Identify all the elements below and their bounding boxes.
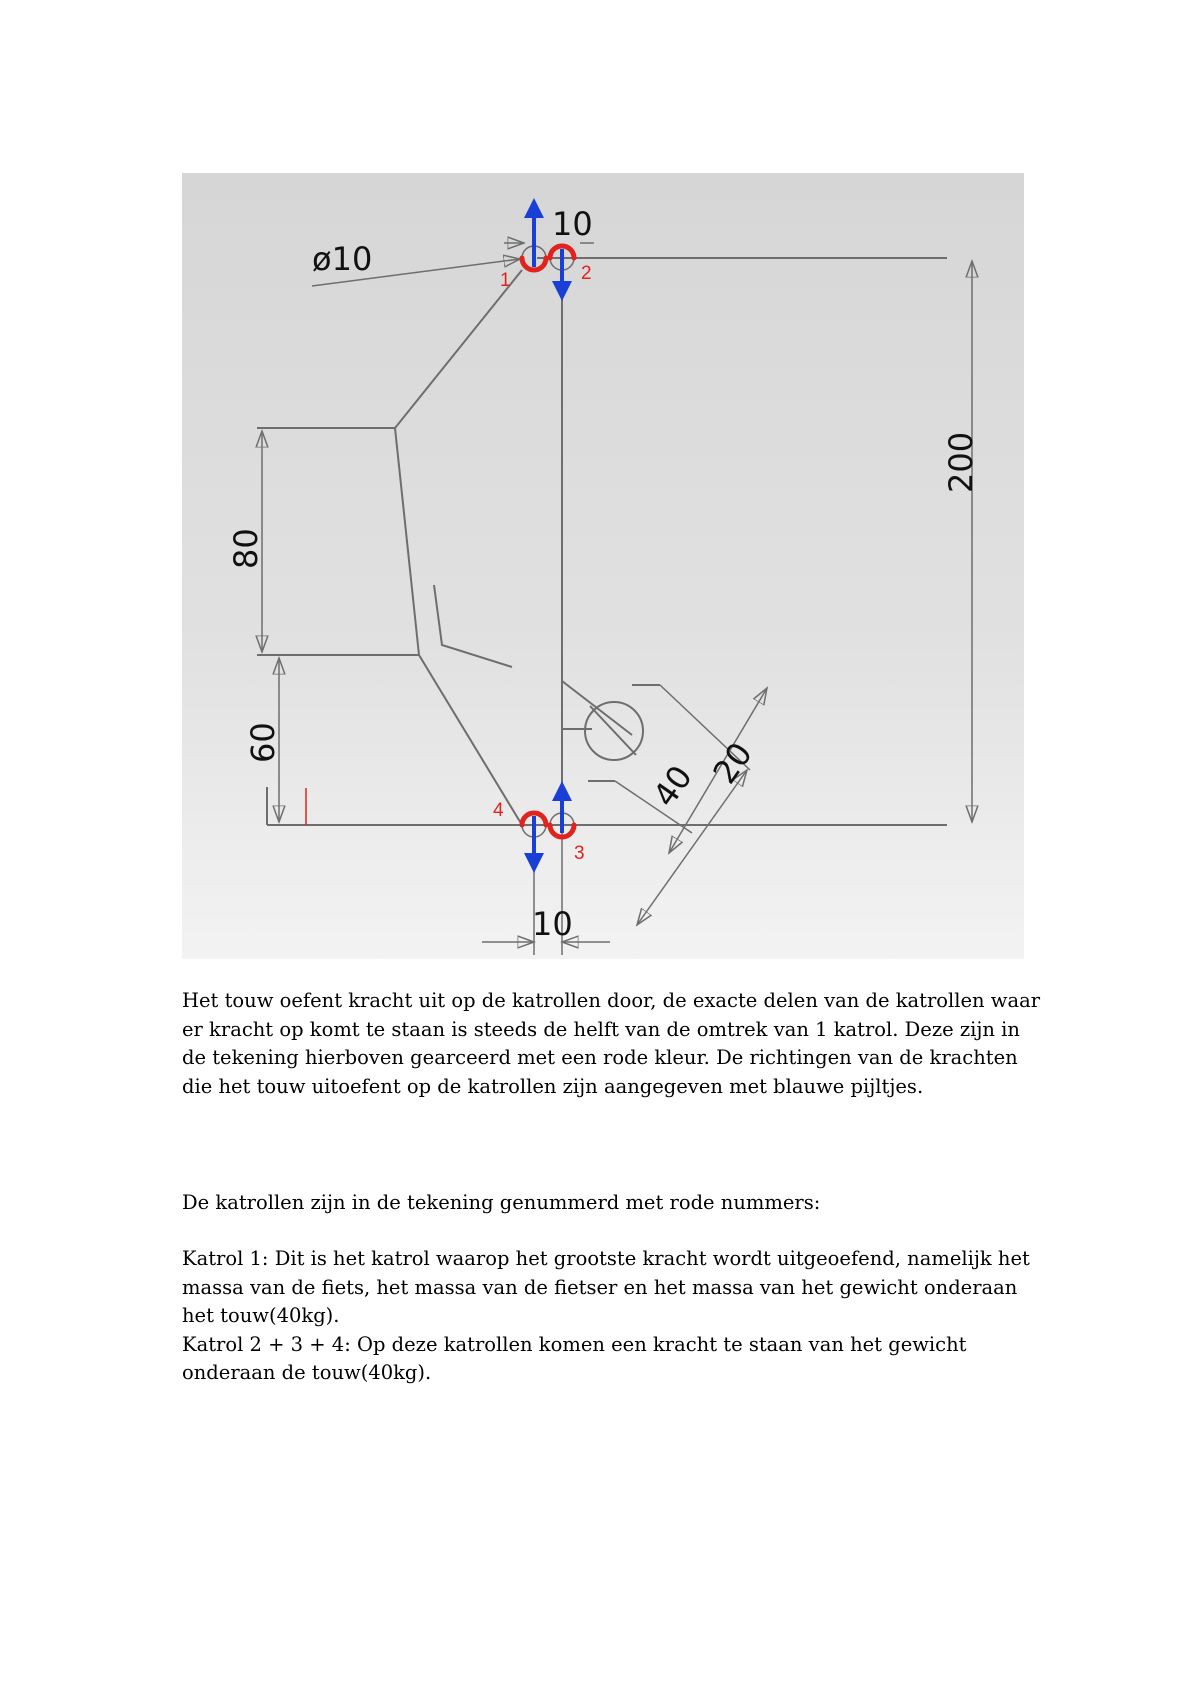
pulley-descriptions bbox=[182, 1245, 1042, 1388]
katrol-234-description: Katrol 2 + 3 + 4: Op deze katrollen komen een kracht te staan van het gewicht onderaan de touw(40kg). bbox=[182, 1332, 967, 1384]
dim-top-gap-label: 10 bbox=[552, 205, 593, 243]
force-arrows bbox=[534, 208, 562, 863]
dimension-lines bbox=[262, 243, 972, 955]
dim-80-label: 80 bbox=[227, 528, 265, 569]
pulleys bbox=[522, 246, 574, 837]
drawing-canvas bbox=[182, 173, 1024, 959]
dim-20-label: 20 bbox=[705, 735, 760, 791]
technical-drawing bbox=[182, 173, 1024, 959]
crank-diag bbox=[590, 706, 636, 755]
seat-handle bbox=[434, 585, 512, 667]
dim-40-label: 40 bbox=[645, 758, 700, 814]
explanation-paragraph bbox=[182, 987, 1042, 1101]
structure-lines bbox=[257, 258, 947, 825]
dim-60-label: 60 bbox=[244, 722, 282, 763]
paragraph-numbering: De katrollen zijn in de tekening genummerd met rode nummers: bbox=[182, 1191, 821, 1214]
katrol-1-description: Katrol 1: Dit is het katrol waarop het grootste kracht wordt uitgeoefend, namelijk het massa van de fiets, het massa van de fietser en het massa van het gewicht onderaan het touw(40kg). bbox=[182, 1247, 1030, 1327]
pulley-number-4: 4 bbox=[493, 800, 504, 821]
numbering-intro bbox=[182, 1189, 1042, 1218]
pulley-number-3: 3 bbox=[574, 843, 585, 864]
dim-200-label: 200 bbox=[942, 431, 980, 493]
frame-outline bbox=[395, 270, 522, 825]
paragraph-forces: Het touw oefent kracht uit op de katrollen door, de exacte delen van de katrollen waar er kracht op komt te staan is steeds de helft van de omtrek van 1 katrol. Deze zijn in de tekening hierboven gearceerd met een rode kleur. De richtingen van de krachten die het touw uitoefent op de katrollen zijn aangegeven met blauwe pijltjes. bbox=[182, 989, 1041, 1098]
pulley-number-1: 1 bbox=[500, 270, 511, 291]
dim-diameter-label: ø10 bbox=[312, 240, 373, 278]
dim-bottom-gap-label: 10 bbox=[532, 905, 573, 943]
contact-arcs bbox=[522, 246, 574, 837]
pulley-number-2: 2 bbox=[581, 263, 592, 284]
